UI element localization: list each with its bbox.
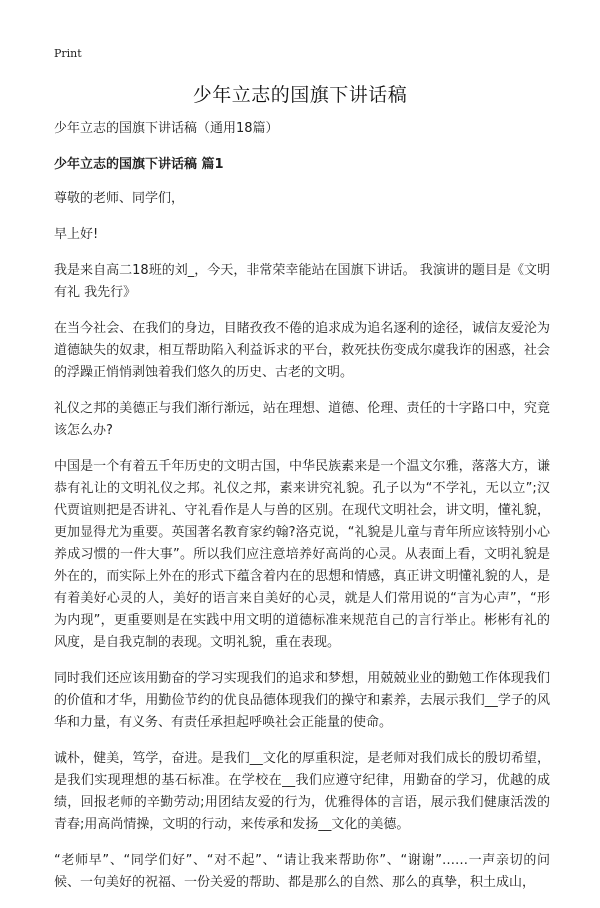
section-heading: 少年立志的国旗下讲话稿 篇1 [54, 157, 224, 172]
document-title: 少年立志的国旗下讲话稿 [192, 84, 408, 106]
paragraph-good-morning: 早上好! [54, 227, 99, 242]
print-label: Print [54, 47, 82, 60]
paragraph-intro: 我是来自高二18班的刘_，今天，非常荣幸能站在国旗下讲话。 我演讲的题目是《文明有礼 我先行》 [54, 263, 550, 300]
paragraph-greeting: 尊敬的老师、同学们， [54, 191, 185, 206]
document-subtitle: 少年立志的国旗下讲话稿（通用18篇） [54, 121, 279, 136]
paragraph: 礼仪之邦的美德正与我们渐行渐远，站在理想、道德、伦理、责任的十字路口中，究竟该怎么办? [54, 401, 550, 438]
document-body [54, 118, 550, 908]
paragraph: 诚朴，健美，笃学，奋进。是我们__文化的厚重积淀，是老师对我们成长的殷切希望，是我们实现理想的基石标准。在学校在__我们应遵守纪律，用勤奋的学习，优越的成绩，回报老师的辛勤劳动;用团结友爱的行为，优雅得体的言语，展示我们健康活泼的青春;用高尚情操，文明的行动，来传承和发扬__文化的美德。 [54, 751, 550, 832]
paragraph: 同时我们还应该用勤奋的学习实现我们的追求和梦想，用兢兢业业的勤勉工作体现我们的价值和才华，用勤俭节约的优良品德体现我们的操守和素养，去展示我们__学子的风华和力量，有义务、有责任承担起呼唤社会正能量的使命。 [54, 671, 550, 730]
paragraph: “老师早”、“同学们好”、“对不起”、“请让我来帮助你”、“谢谢”……一声亲切的问候、一句美好的祝福、一份关爱的帮助、都是那么的自然、那么的真挚，积土成山， [54, 853, 550, 890]
paragraph: 中国是一个有着五千年历史的文明古国，中华民族素来是一个温文尔雅，落落大方，谦恭有礼让的文明礼仪之邦。礼仪之邦，素来讲究礼貌。孔子以为“不学礼，无以立”;汉代贾谊则把是否讲礼、守礼看作是人与兽的区别。在现代文明社会，讲文明，懂礼貌，更加显得尤为重要。英国著名教育家约翰?洛克说，“礼貌是儿童与青年所应该特别小心养成习惯的一件大事”。所以我们应注意培养好高尚的心灵。从表面上看，文明礼貌是外在的，而实际上外在的形式下蕴含着内在的思想和情感，真正讲文明懂礼貌的人，是有着美好心灵的人，美好的语言来自美好的心灵，就是人们常用说的“言为心声”，“形为内现”，更重要则是在实践中用文明的道德标准来规范自己的言行举止。彬彬有礼的风度，是自我克制的表现。文明礼貌，重在表现。 [54, 459, 550, 650]
paragraph: 在当今社会、在我们的身边，目睹孜孜不倦的追求成为追名逐利的途径，诚信友爱沦为道德缺失的奴隶，相互帮助陷入利益诉求的平台，救死扶伤变成尔虞我诈的困惑，社会的浮躁正悄悄剥蚀着我们悠久的历史、古老的文明。 [54, 321, 550, 380]
